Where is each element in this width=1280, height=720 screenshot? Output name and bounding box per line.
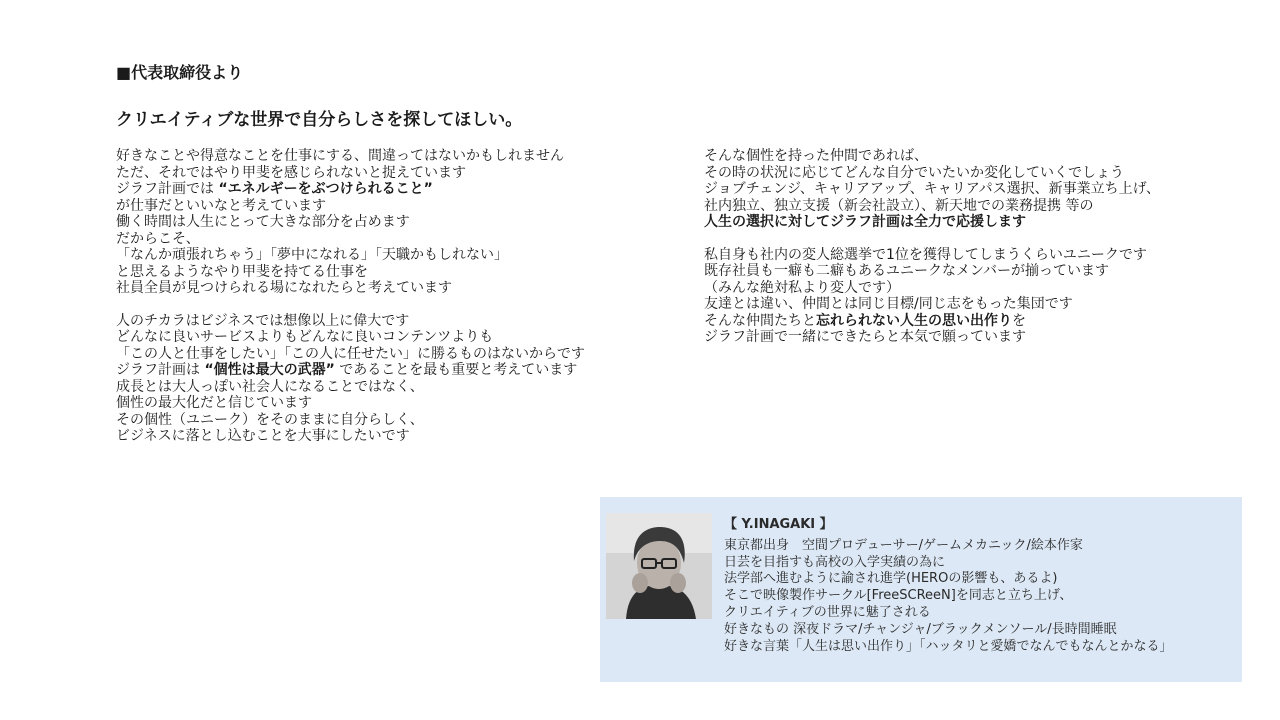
- section-heading: ■代表取締役より: [116, 63, 244, 82]
- emphasis-text: “エネルギーをぶつけられること”: [218, 181, 433, 197]
- right-paragraph-2: [704, 247, 1160, 346]
- text-line: 好きなことや得意なことを仕事にする、間違ってはないかもしれません: [116, 148, 564, 164]
- text-line: 社員全員が見つけられる場になれたらと考えています: [116, 280, 452, 296]
- profile-line: 東京都出身 空間プロデューサー/ゲームメカニック/絵本作家: [724, 537, 1083, 553]
- text-segment: そんな仲間たちと: [704, 312, 816, 329]
- ceo-profile-card: [600, 497, 1242, 682]
- profile-photo: [606, 513, 712, 619]
- profile-line: そこで映像製作サークル[FreeSCReeN]を同志と立ち上げ、: [724, 588, 1073, 604]
- profile-line: 日芸を目指すも高校の入学実績の為に: [724, 554, 946, 570]
- text-line: だからこそ、: [116, 230, 200, 247]
- left-paragraph-1: [116, 148, 585, 297]
- text-line: [116, 362, 585, 379]
- text-line: 私自身も社内の変人総選挙で1位を獲得してしまうくらいユニークです: [704, 246, 1147, 263]
- message-right-column: [704, 148, 1160, 346]
- emphasis-text: 人生の選択に対してジラフ計画は全力で応援します: [704, 214, 1026, 230]
- text-line: 既存社員も一癖も二癖もあるユニークなメンバーが揃っています: [704, 263, 1110, 279]
- text-line: が仕事だといいなと考えています: [116, 197, 326, 214]
- profile-line: 好きなもの 深夜ドラマ/チャンジャ/ブラックメンソール/長時間睡眠: [724, 621, 1117, 637]
- profile-line: 法学部へ進むように諭され進学(HEROの影響も、あるよ): [724, 571, 1058, 587]
- text-line: [116, 181, 585, 198]
- text-line: [704, 313, 1160, 330]
- left-paragraph-2: [116, 313, 585, 445]
- text-line: 「この人と仕事をしたい」「この人に任せたい」に勝るものはないからです: [116, 345, 585, 362]
- text-line: 社内独立、独立支援（新会社設立）、新天地での業務提携 等の: [704, 197, 1094, 214]
- emphasis-text: 忘れられない人生の思い出作り: [816, 312, 1012, 329]
- text-segment: ジラフ計画は: [116, 362, 205, 378]
- text-line: 友達とは違い、仲間とは同じ目標/同じ志をもった集団です: [704, 296, 1073, 312]
- text-line: ジョブチェンジ、キャリアアップ、キャリアパス選択、新事業立ち上げ、: [704, 181, 1161, 197]
- portrait-image: [606, 513, 712, 619]
- text-line: [704, 214, 1160, 231]
- text-line: そんな個性を持った仲間であれば、: [704, 148, 928, 164]
- profile-name: 【 Y.INAGAKI 】: [724, 517, 833, 532]
- emphasis-text: “個性は最大の武器”: [204, 362, 335, 378]
- message-left-column: [116, 148, 585, 445]
- text-line: ビジネスに落とし込むことを大事にしたいです: [116, 428, 410, 444]
- text-segment: であることを最も重要と考えています: [334, 362, 578, 378]
- text-line: その時の状況に応じてどんな自分でいたいか変化していくでしょう: [704, 164, 1124, 181]
- profile-text: [724, 517, 1173, 655]
- profile-line: クリエイティブの世界に魅了される: [724, 604, 931, 620]
- profile-line: 好きな言葉「人生は思い出作り」「ハッタリと愛嬌でなんでもなんとかなる」: [724, 638, 1173, 654]
- text-line: （みんな絶対私より変人です）: [704, 279, 900, 296]
- text-line: 働く時間は人生にとって大きな部分を占めます: [116, 214, 410, 230]
- text-line: 成長とは大人っぽい社会人になることではなく、: [116, 378, 424, 395]
- text-line: 「なんか頑張れちゃう」「夢中になれる」「天職かもしれない」: [116, 247, 508, 263]
- text-line: その個性（ユニーク）をそのままに自分らしく、: [116, 411, 424, 428]
- text-line: と思えるようなやり甲斐を持てる仕事を: [116, 263, 368, 280]
- text-line: ただ、それではやり甲斐を感じられないと捉えています: [116, 164, 466, 181]
- text-line: どんなに良いサービスよりもどんなに良いコンテンツよりも: [116, 329, 494, 345]
- catchphrase: クリエイティブな世界で自分らしさを探してほしい。: [116, 110, 523, 130]
- text-segment: ジラフ計画では: [116, 181, 219, 197]
- text-line: ジラフ計画で一緒にできたらと本気で願っています: [704, 329, 1026, 345]
- text-line: 個性の最大化だと信じています: [116, 395, 312, 411]
- text-segment: を: [1012, 312, 1026, 329]
- right-paragraph-1: [704, 148, 1160, 231]
- text-line: 人のチカラはビジネスでは想像以上に偉大です: [116, 312, 410, 329]
